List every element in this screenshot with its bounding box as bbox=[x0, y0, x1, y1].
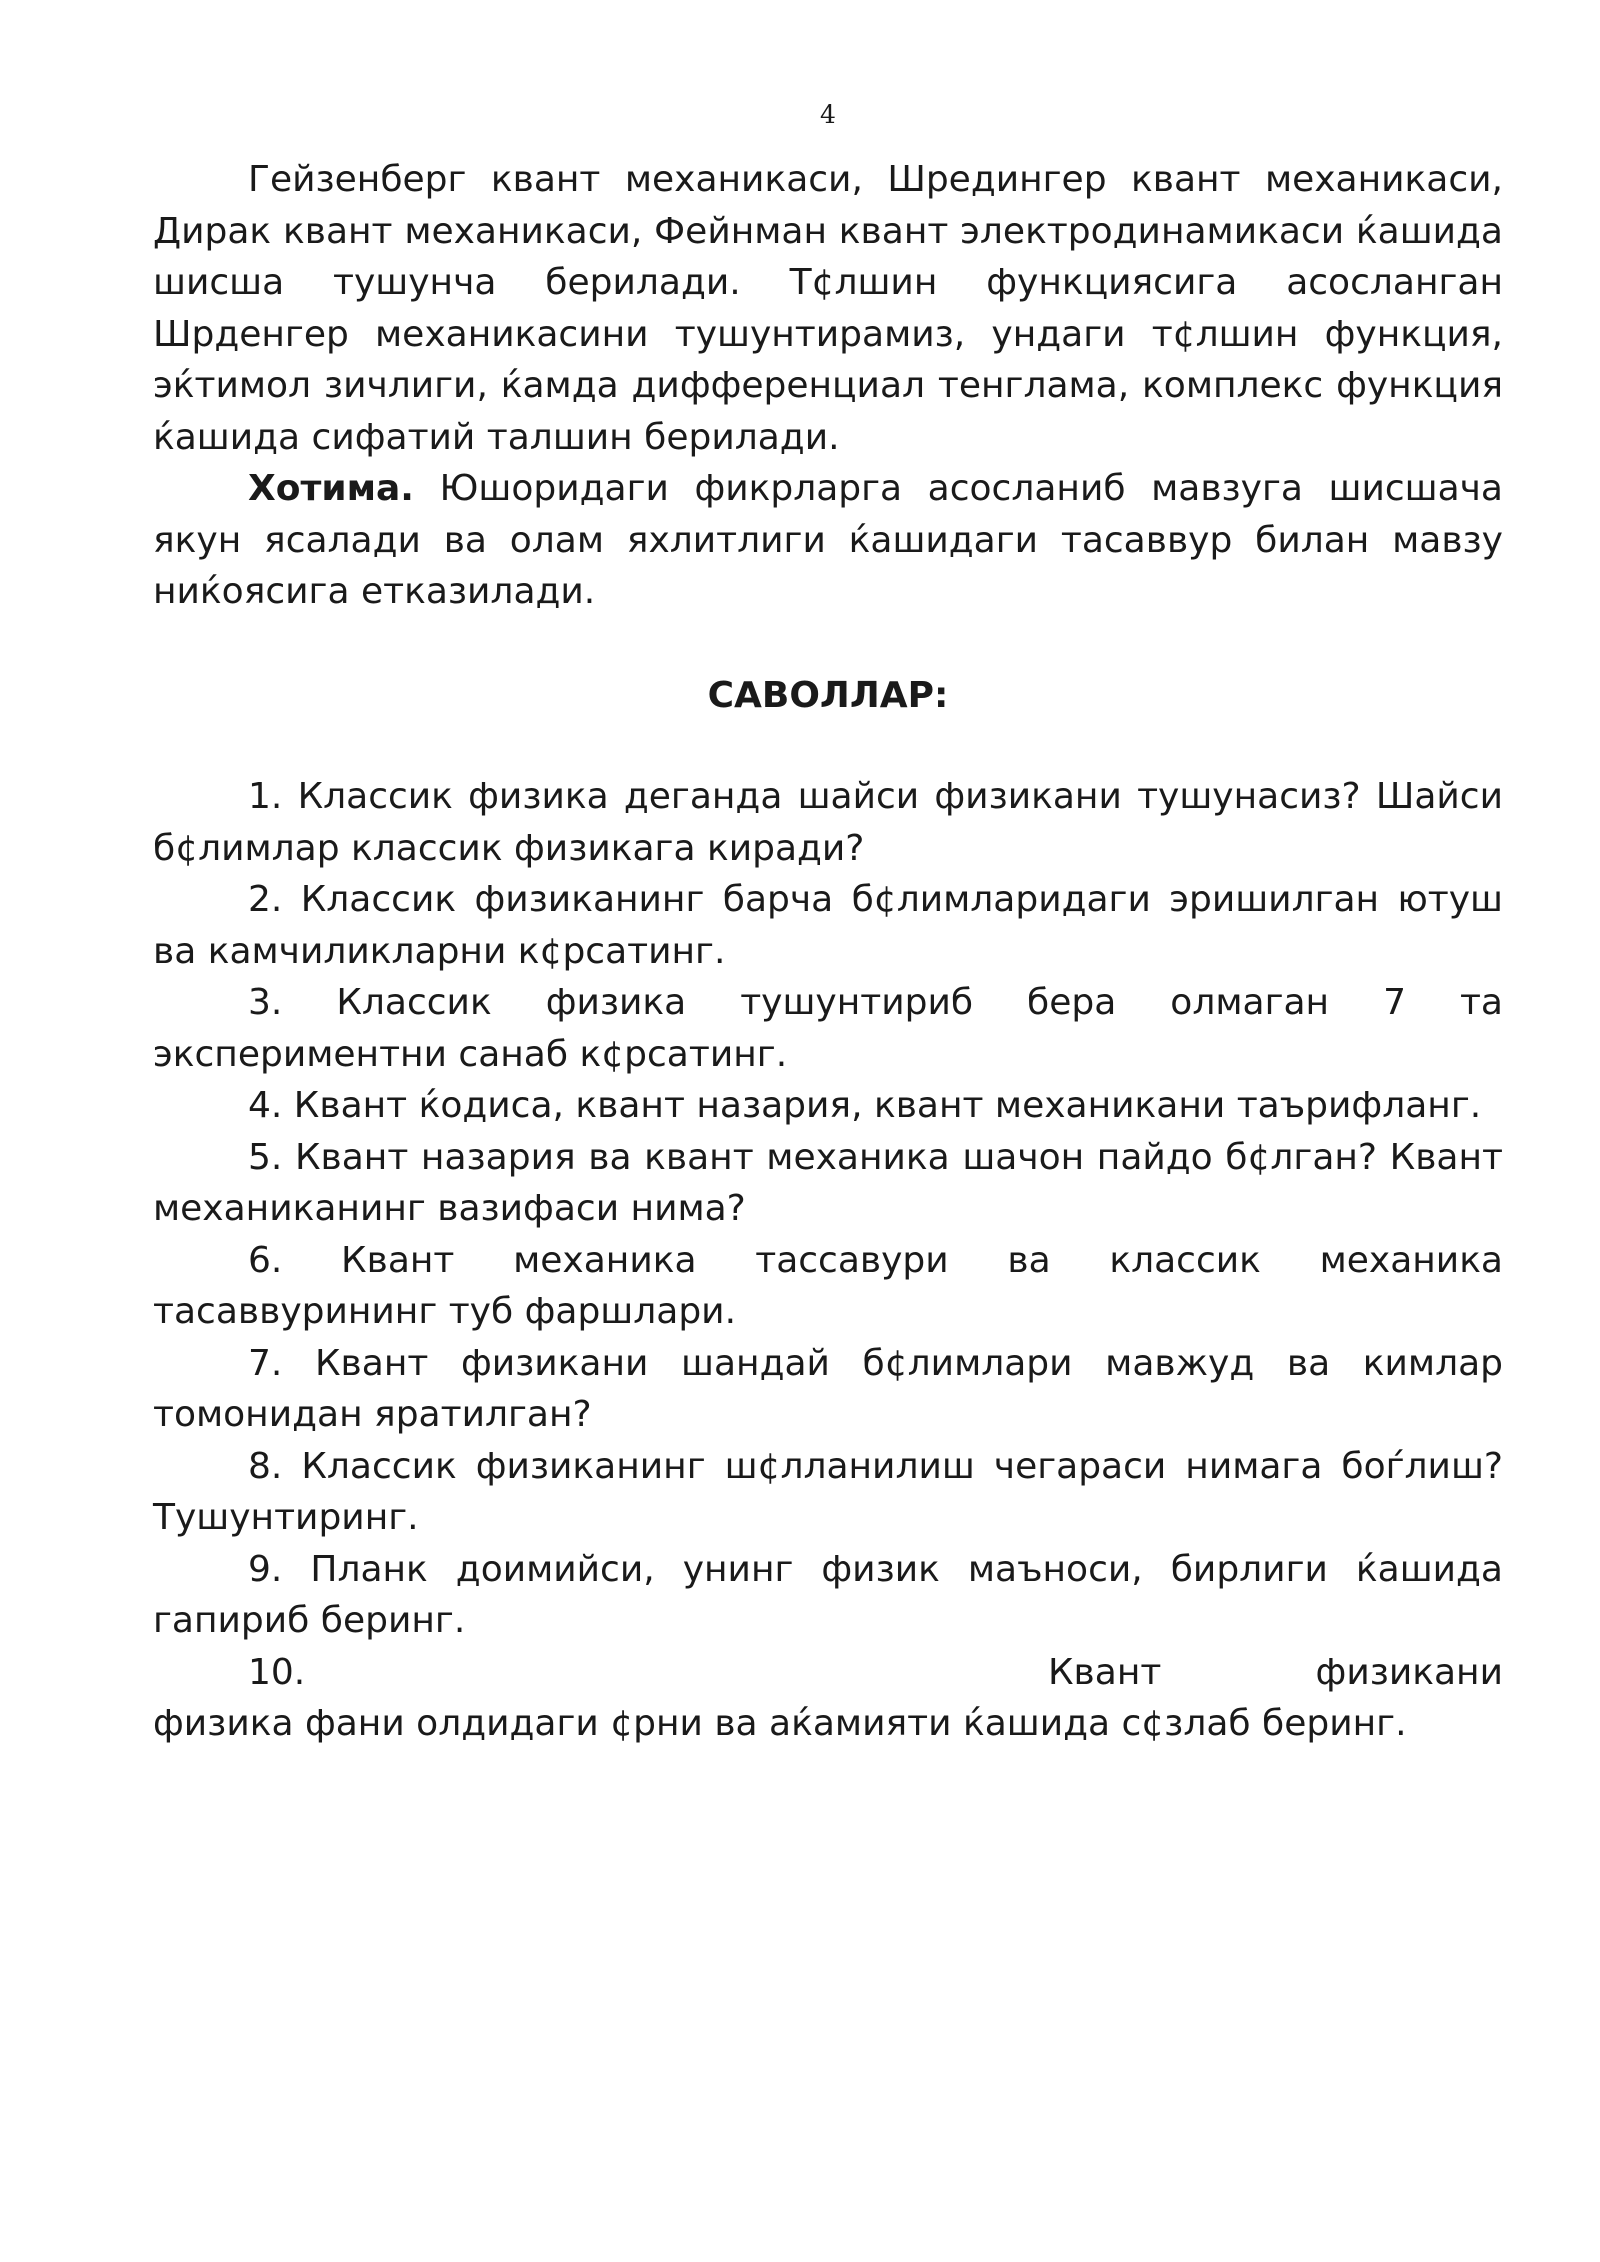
question-text: Квант ќодиса, квант назария, квант механикани таърифланг. bbox=[282, 1085, 1482, 1126]
question-number: 3. bbox=[248, 982, 283, 1023]
question-text: Планк доимийси, унинг физик маъноси, бирлиги ќaшида гапириб беринг. bbox=[153, 1548, 1503, 1641]
question-item bbox=[153, 1080, 1503, 1132]
questions-heading: САВОЛЛАР: bbox=[707, 674, 949, 716]
intro-paragraph: Гейзенберг квант механикаси, Шредингер квант механикаси, Дирак квант механикаси, Фейнман квант электродинамикаси ќaшида шисша тушунча берилади. Т¢лшин функциясига асосланган Шрденгер механикасини тушунтирамиз, ундаги т¢лшин функция, эќтимол зичлиги, ќамда дифференциал тенглама, комплекс функция ќaшида сифатий талшин берилади. bbox=[153, 159, 1503, 458]
question-number: 6. bbox=[248, 1239, 283, 1281]
questions-list bbox=[153, 771, 1503, 1750]
question-item bbox=[153, 874, 1503, 977]
question-number: 10. bbox=[248, 1651, 306, 1693]
question-number: 2. bbox=[248, 879, 283, 920]
question-text: Классик физика тушунтириб бера олмаган 7 та экспериментни санаб к¢рсатинг. bbox=[153, 982, 1503, 1075]
question-item bbox=[153, 1338, 1503, 1441]
question-item bbox=[153, 977, 1503, 1080]
conclusion-label: Хотима. bbox=[248, 468, 414, 509]
document-body bbox=[153, 154, 1503, 1750]
question-text: Квант механика тассавури ва классик механика тасаввурининг туб фаршлари. bbox=[153, 1239, 1503, 1332]
question-text: Классик физиканинг ш¢лланилиш чегараси нимага боѓлиш? Тушунтиринг. bbox=[153, 1445, 1503, 1538]
question-number: 5. bbox=[248, 1136, 283, 1178]
conclusion-text: Юшоридаги фикрларга асосланиб мавзуга шисшача якун ясалади ва олам яхлитлиги ќaшидаги тасаввур билан мавзу ниќоясига етказилади. bbox=[153, 468, 1503, 612]
question-text: Классик физиканинг барча б¢лимларидаги эришилган ютуш ва камчиликларни к¢рсатинг. bbox=[153, 879, 1503, 972]
question-item bbox=[153, 1235, 1503, 1338]
question-item bbox=[153, 1647, 1503, 1750]
question-item bbox=[153, 1441, 1503, 1544]
question-text: Квант физикани физика фани олдидаги ¢рни ва аќамияти ќaшида с¢злаб беринг. bbox=[153, 1651, 1503, 1744]
page-number: 4 bbox=[820, 100, 836, 129]
question-text: Квант назария ва квант механика шачон пайдо б¢лган? Квант механиканинг вазифаси нима? bbox=[153, 1136, 1503, 1229]
conclusion-paragraph bbox=[153, 463, 1503, 618]
question-number: 8. bbox=[248, 1445, 283, 1487]
question-number: 4. bbox=[248, 1085, 283, 1126]
question-number: 9. bbox=[248, 1548, 283, 1590]
question-item bbox=[153, 771, 1503, 874]
question-text: Квант физикани шандай б¢лимлари мавжуд ва кимлар томонидан яратилган? bbox=[153, 1342, 1503, 1435]
question-text: Классик физика деганда шайси физикани тушунасиз? Шайси б¢лимлар классик физикага киради? bbox=[153, 776, 1503, 869]
question-item bbox=[153, 1544, 1503, 1647]
question-number: 7. bbox=[248, 1342, 283, 1384]
question-item bbox=[153, 1132, 1503, 1235]
question-number: 1. bbox=[248, 776, 283, 817]
